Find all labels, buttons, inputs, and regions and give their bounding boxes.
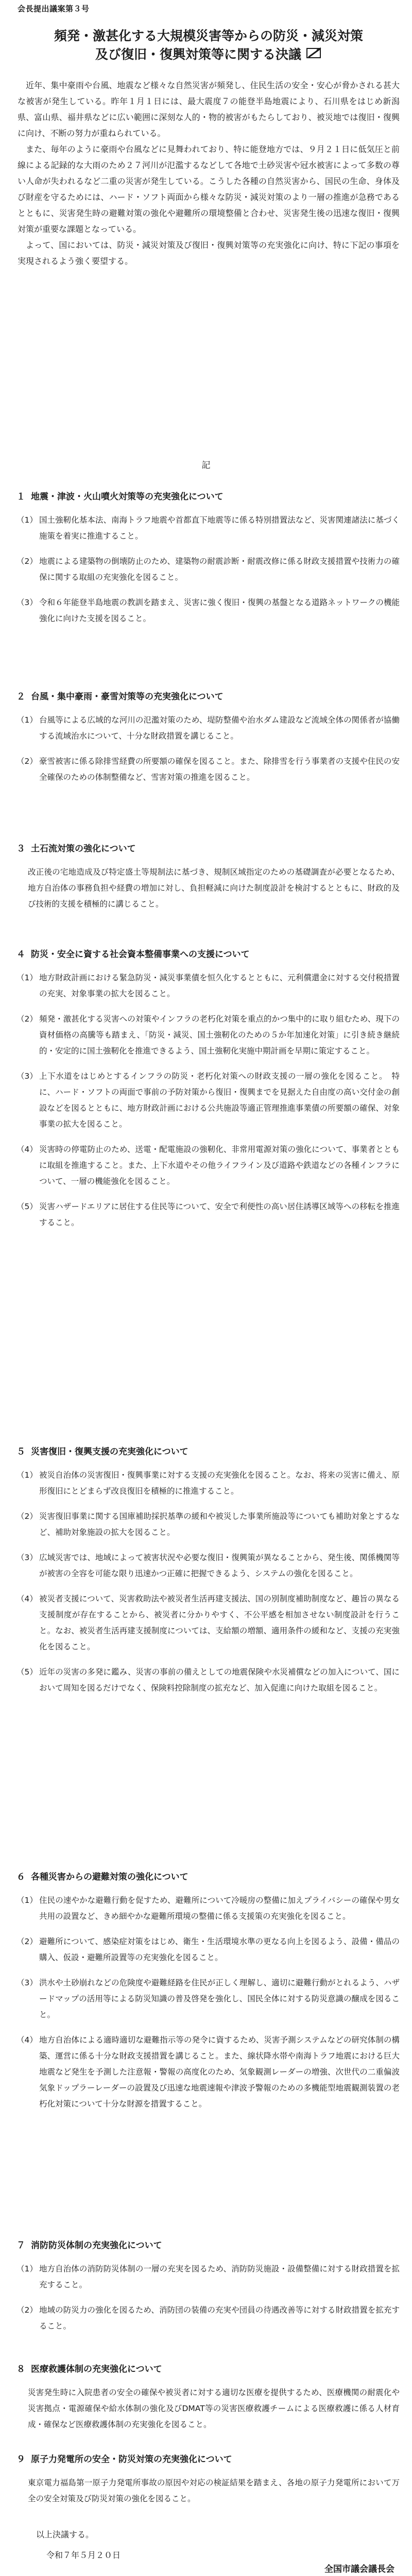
title-line-2-text: 及び復旧・復興対策等に関する決議 [95, 47, 301, 62]
section-item: （3） 令和６年能登半島地震の教訓を踏まえ、災害に強く復旧・復興の基盤となる道路ネットワークの機能強化に向けた支援を図ること。 [16, 598, 400, 623]
title-line-1: 頻発・激甚化する大規模災害等からの防災・減災対策 [54, 28, 363, 43]
section-heading: ３ 土石流対策の強化について [16, 844, 136, 854]
section-item: （1） 被災自治体の災害復旧・復興事業に対する支援の充実強化を図ること。なお、将来の災害に備え、原形復旧にとどまらず改良復旧を積極的に推進すること。 [16, 1470, 400, 1496]
section-8 [16, 2363, 400, 2433]
section-item: （1） 地方財政計画における緊急防災・減災事業債を恒久化するとともに、元利償還金に対する交付税措置の充実、対象事業の拡大を図ること。 [16, 973, 400, 998]
stamp-mark-icon [306, 47, 322, 63]
section-item: （5） 災害ハザードエリアに居住する住民等について、安全で利便性の高い居住誘導区域等への移転を推進すること。 [16, 1202, 400, 1227]
section-item: （3） 洪水や土砂崩れなどの危険度や避難経路を住民が正しく理解し、適切に避難行動がとれるよう、ハザードマップの活用等による防災知識の普及啓発を強化し、国民全体に対する防災意識の醸成を図ること。 [16, 1978, 400, 2019]
section-item: （2） 地域の防災力の強化を図るため、消防団の装備の充実や団員の待遇改善等に対する財政措置を拡充すること。 [16, 2305, 400, 2331]
section-item: （1） 住民の速やかな避難行動を促すため、避難所について冷暖房の整備に加えプライバシーの確保や男女共用の設置など、きめ細やかな避難所環境の整備に係る支援策の充実強化を図ること。 [16, 1896, 400, 1921]
section-5 [16, 1446, 400, 1696]
section-item: （3） 広域災害では、地域によって被害状況や必要な復旧・復興策が異なることから、発生後、関係機関等が被害の全容を可能な限り迅速かつ正確に把握できるよう、システムの強化を図ること。 [16, 1553, 400, 1578]
closing-text: 以上決議する。 [36, 2530, 94, 2539]
section-item: （4） 地方自治体による適時適切な避難指示等の発令に資するため、災害予測システムなどの研究体制の構築、運営に係る十分な財政支援措置を講じること。また、線状降水帯や南海トラフ地震における巨大地震など発生を予測した注意報・警報の高度化のため、気象観測レーダーの増強、次世代の二重偏波気象ドップラーレーダーの設置及び迅速な地震速報や津波予警報のための多機能型地震観測装置の老朽化対策について十分な財源を措置すること。 [16, 2035, 400, 2109]
section-item: （5） 近年の災害の多発に鑑み、災害の事前の備えとしての地震保険や水災補償などの加入について、国において周知を図るだけでなく、保険料控除制度の拡充など、加入促進に向けた取組を図ること。 [16, 1667, 400, 1693]
intro-paragraph: 近年、集中豪雨や台風、地震など様々な自然災害が頻発し、住民生活の安全・安心が脅かされる甚大な被害が発生している。昨年１月１日には、最大震度７の能登半島地震により、石川県をはじめ新潟県、富山県、福井県などに広い範囲に深刻な人的・物的被害がもたらしており、被災地では復旧・復興に向け、不断の努力が重ねられている。 [18, 80, 400, 138]
section-item: （3） 上下水道をはじめとするインフラの防災・老朽化対策への財政支援の一層の強化を図ること。 特に、ハード・ソフトの両面で事前の予防対策から復旧・復興までを見据えた自由度の高い交付金の創設などを図るとともに、地方財政計画における公共施設等適正管理推進事業債の所要額の確保、対象事業の拡大を図ること。 [16, 1072, 400, 1129]
section-heading: ２ 台風・集中豪雨・豪雪対策等の充実強化について [16, 692, 224, 702]
intro-text [18, 77, 400, 269]
section-heading: ４ 防災・安全に資する社会資本整備事業への支援について [16, 949, 250, 960]
section-item: （4） 災害時の停電防止のため、送電・配電施設の強靭化、非常用電源対策の強化について、事業者とともに取組を推進すること。また、上下水道やその他ライフライン及び道路や鉄道などの各種インフラについて、一層の機能強化を図ること。 [16, 1145, 400, 1186]
section-heading: １ 地震・津波・火山噴火対策等の充実強化について [16, 492, 224, 502]
section-body: 東京電力福島第一原子力発電所事故の原因や対応の検証結果を踏まえ、各地の原子力発電所において万全の安全対策及び防災対策の強化を図ること。 [28, 2478, 400, 2503]
section-item: （2） 避難所について、感染症対策をはじめ、衛生・生活環境水準の更なる向上を図るよう、設備・備品の購入、仮設・避難所設置等の充実強化を図ること。 [16, 1937, 400, 1962]
section-heading: ７ 消防防災体制の充実強化について [16, 2240, 162, 2251]
section-item: （2） 頻発・激甚化する災害への対策やインフラの老朽化対策を重点的かつ集中的に取り組むため、現下の資材価格の高騰等も踏まえ、「防災・減災、国土強靭化のための５か年加速化対策」に引き続き継続的・安定的に国土強靭化を推進できるよう、国土強靭化実施中期計画を早期に策定すること。 [16, 1014, 400, 1056]
section-item: （4） 被災者支援について、災害救助法や被災者生活再建支援法、国の別制度補助制度など、趣旨の異なる支援制度が存在することから、被災者に分かりやすく、不公平感を相加させない制度設計を行うこと。なお、被災者生活再建支援制度については、支給額の増額、適用条件の緩和など、支援の充実強化を図ること。 [16, 1594, 400, 1651]
section-6 [16, 1871, 400, 2112]
section-2 [16, 691, 400, 785]
section-item: （1） 台風等による広域的な河川の氾濫対策のため、堤防整備や治水ダム建設など流域全体の関係者が協働する流域治水について、十分な財政措置を講じること。 [16, 715, 400, 741]
section-body: 改正後の宅地造成及び特定盛土等規制法に基づき、規制区域指定のための基礎調査が必要となるため、地方自治体の事務負担や経費の増加に対し、負担軽減に向けた制度設計を検討するとともに、財政的及び技術的支援を積極的に講じること。 [28, 867, 400, 909]
organization-name: 全国市議会議長会 [324, 2564, 394, 2574]
section-heading: ６ 各種災害からの避難対策の強化について [16, 1872, 188, 1882]
intro-paragraph: よって、国においては、防災・減災対策及び復旧・復興対策等の充実強化に向け、特に下記の事項を実現されるよう強く要望する。 [18, 240, 400, 266]
section-item: （2） 災害復旧事業に関する国庫補助採択基準の緩和や被災した事業所施設等についても補助対象とするなど、補助対象施設の拡大を図ること。 [16, 1512, 400, 1537]
section-item: （1） 国土強靭化基本法、南海トラフ地震や首都直下地震等に係る特別措置法など、災害関連諸法に基づく施策を着実に推進すること。 [16, 515, 400, 541]
section-item: （2） 地震による建築物の倒壊防止のため、建築物の耐震診断・耐震改修に係る財政支援措置や技術力の確保に関する取組の充実強化を図ること。 [16, 557, 400, 582]
section-1 [16, 491, 400, 627]
date-text: 令和７年５月２０日 [46, 2550, 121, 2560]
section-body: 災害発生時に入院患者の安全の確保や被災者に対する適切な医療を提供するため、医療機関の耐震化や災害拠点・電源確保や給水体制の強化及びDMAT等の災害医療救護チームによる医療救護に係る人材育成・確保など医療救護体制の充実強化を図ること。 [28, 2388, 400, 2429]
section-item: （1） 地方自治体の消防防災体制の一層の充実を図るため、消防防災施設・設備整備に対する財政措置を拡充すること。 [16, 2264, 400, 2289]
section-heading: ５ 災害復旧・復興支援の充実強化について [16, 1447, 188, 1457]
intro-paragraph: また、毎年のように豪雨や台風などに見舞われており、特に能登地方では、９月２１日に低気圧と前線による記録的な大雨のため２７河川が氾濫するなどして各地で土砂災害や冠水被害によって多数の尊い人命が失われるなど二重の災害が発生している。こうした各種の自然災害から、国民の生命、身体及び財産を守るためには、ハード・ソフト両面から様々な防災・減災対策のより一層の推進が急務であるとともに、災害発生時の避難対策の強化や避難所の環境整備と合わせ、災害発生後の迅速な復旧・復興対策が重要な課題となっている。 [18, 144, 400, 234]
ki-heading: 記 [201, 460, 211, 471]
section-7 [16, 2239, 400, 2334]
section-9 [16, 2453, 400, 2507]
title-line-2 [31, 46, 386, 63]
proposal-label: 会長提出議案第３号 [18, 4, 90, 13]
section-heading: ８ 医療救護体制の充実強化について [16, 2364, 162, 2374]
section-item: （2） 豪雪被害に係る除排雪経費の所要額の確保を図ること。また、除排雪を行う事業者の支援や住民の安全確保のための体制整備など、雪害対策の推進を図ること。 [16, 757, 400, 782]
section-3 [16, 843, 400, 912]
section-heading: ９ 原子力発電所の安全・防災対策の充実強化について [16, 2454, 232, 2465]
section-4 [16, 948, 400, 1231]
